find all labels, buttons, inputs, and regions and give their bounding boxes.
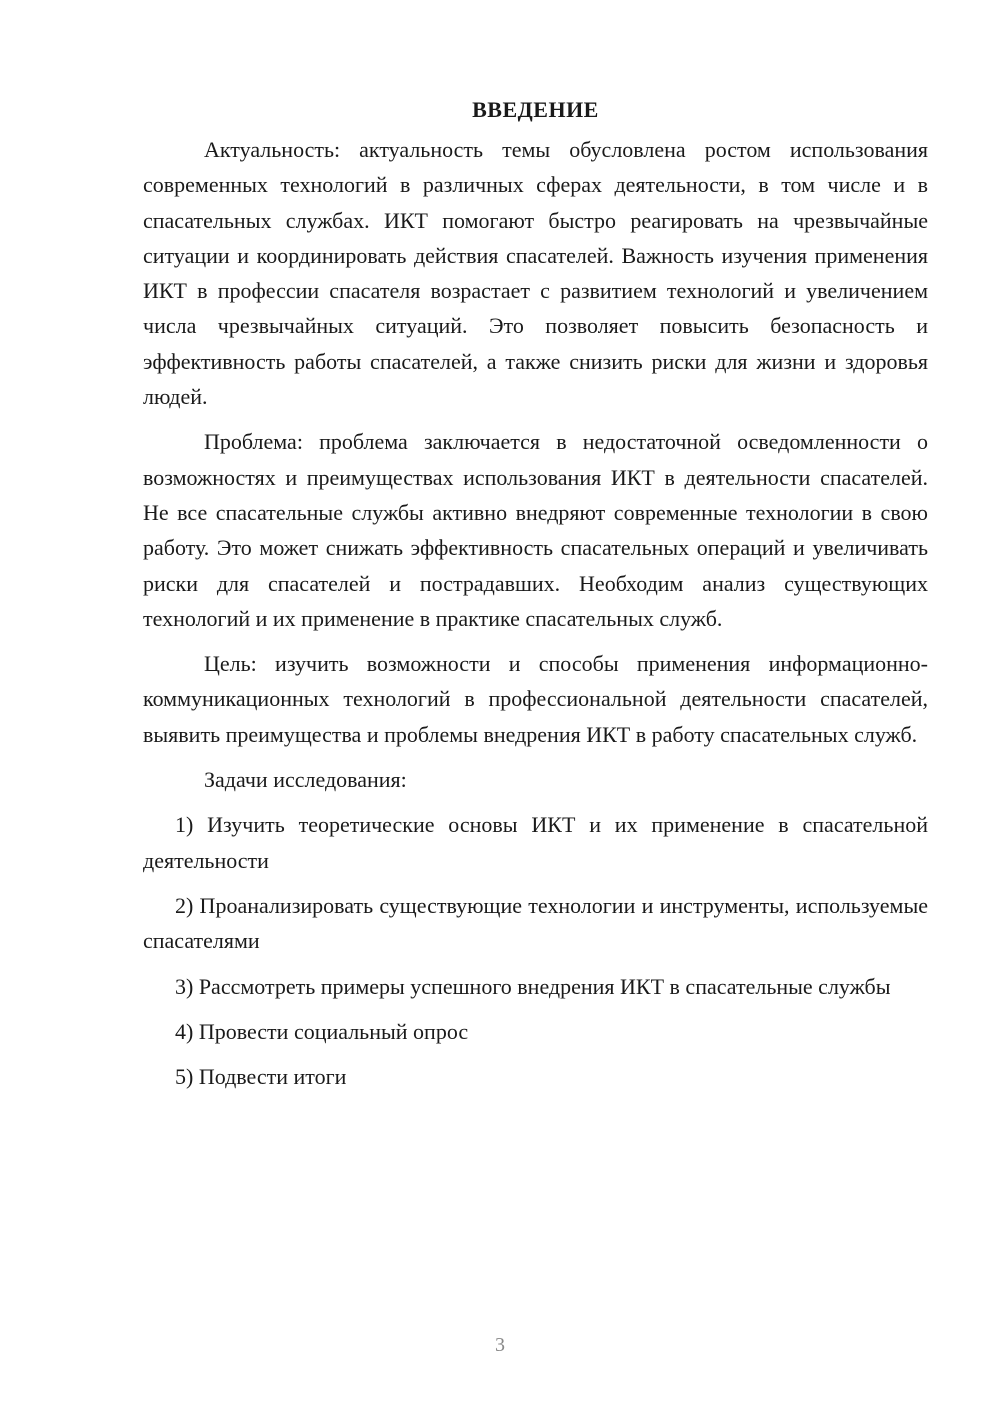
page-number: 3 [495, 1334, 505, 1356]
task-item: 3) Рассмотреть примеры успешного внедрения ИКТ в спасательные службы [175, 973, 891, 999]
page-title: ВВЕДЕНИЕ [472, 97, 599, 122]
tasks-heading: Задачи исследования: [204, 767, 407, 793]
task-item: 1) Изучить теоретические основы ИКТ и их применение в спасательной деятельности [143, 812, 928, 873]
task-item: 2) Проанализировать существующие технологии и инструменты, используемые спасателями [143, 892, 928, 954]
task-item: 4) Провести социальный опрос [175, 1018, 469, 1044]
paragraph-problem: Проблема: проблема заключается в недостаточной осведомленности о возможностях и преимуществах использования ИКТ в деятельности спасателей. Не все спасательные службы активно внедряют современные технологии в свою работу. Это может снижать эффективность спасательных операций и увеличивать риски для спасателей и пострадавших. Необходим анализ существующих технологий и их применение в практике спасательных служб. [143, 429, 928, 631]
document-body [143, 92, 928, 1094]
paragraph-goal: Цель: изучить возможности и способы применения информационно-коммуникационных технологий в профессиональной деятельности спасателей, выявить преимущества и проблемы внедрения ИКТ в работу спасательных служб. [143, 651, 928, 747]
paragraph-relevance: Актуальность: актуальность темы обусловлена ростом использования современных технологий в различных сферах деятельности, в том числе и в спасательных службах. ИКТ помогают быстро реагировать на чрезвычайные ситуации и координировать действия спасателей. Важность изучения применения ИКТ в профессии спасателя возрастает с развитием технологий и увеличением числа чрезвычайных ситуаций. Это позволяет повысить безопасность и эффективность работы спасателей, а также снизить риски для жизни и здоровья людей. [143, 137, 928, 410]
task-item: 5) Подвести итоги [175, 1064, 347, 1090]
